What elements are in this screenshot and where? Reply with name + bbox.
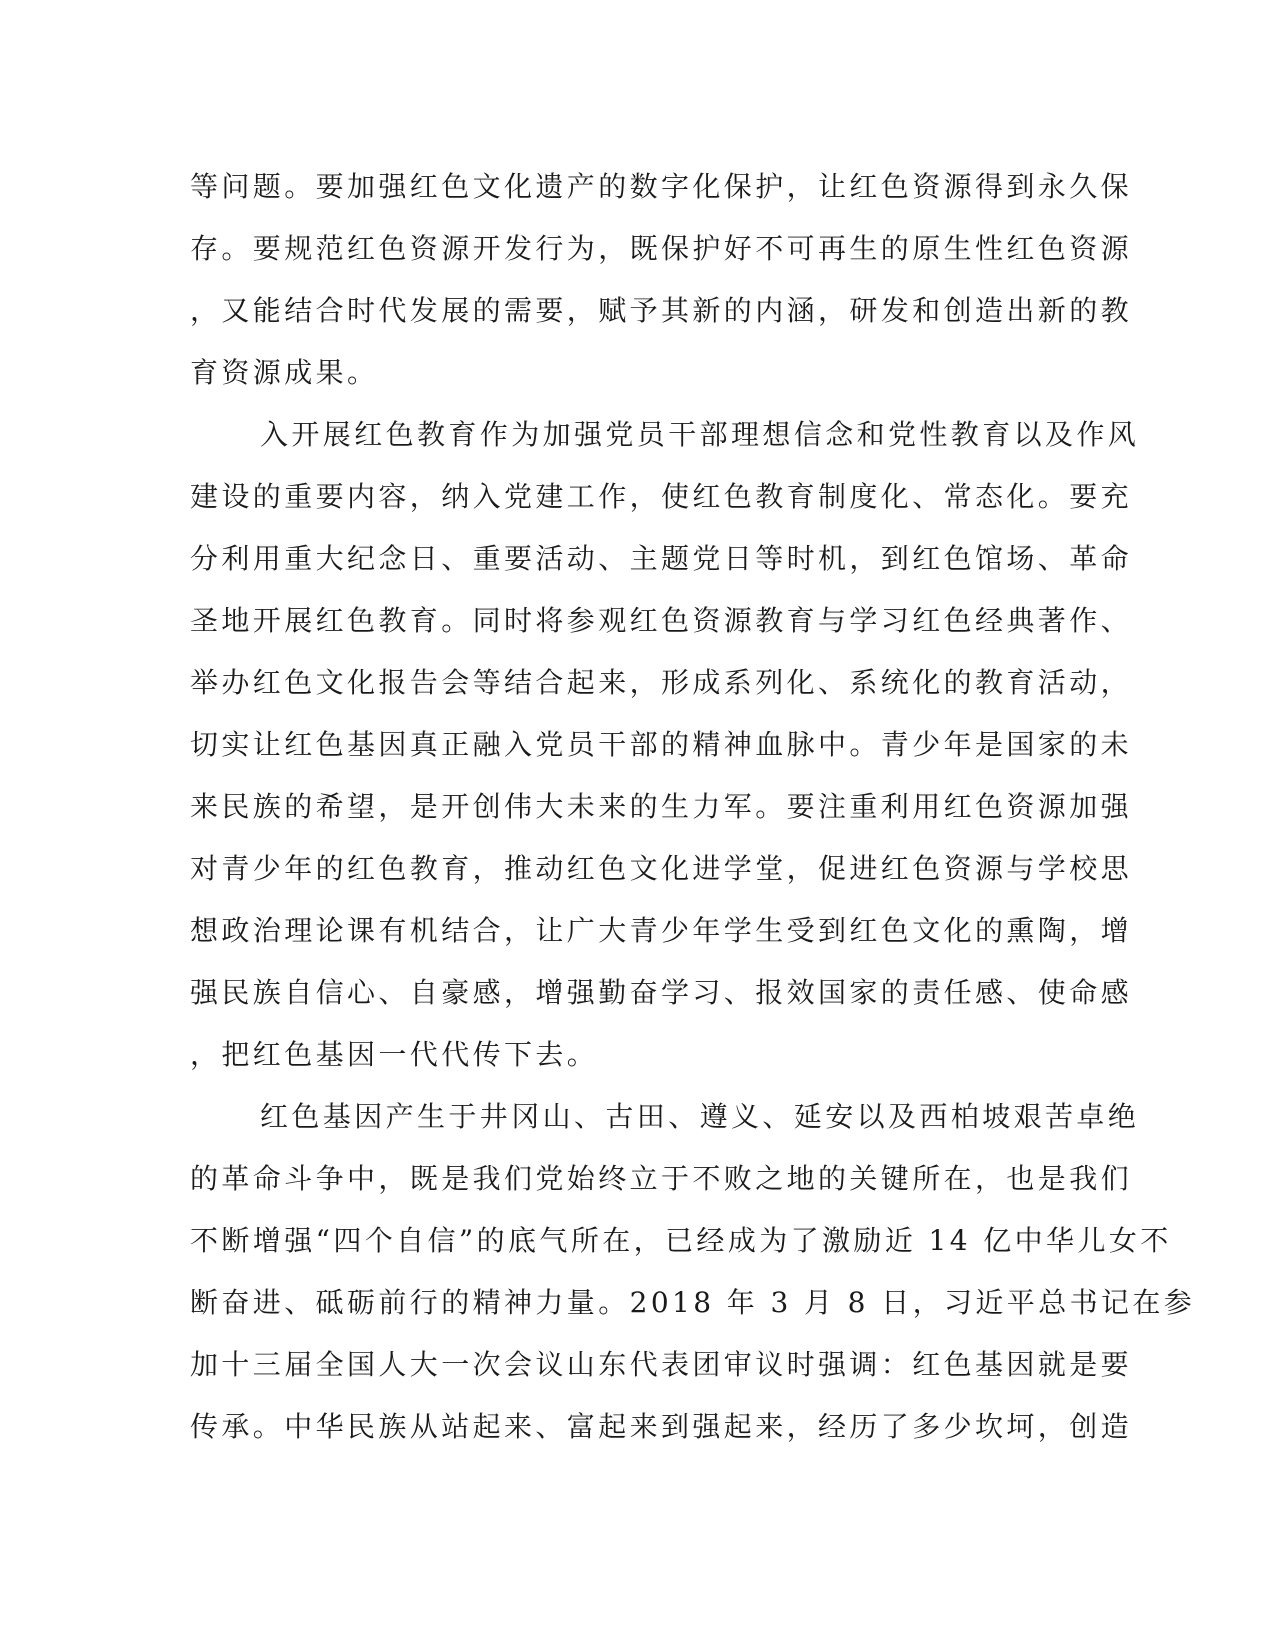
body-text (190, 156, 1196, 1458)
text-line: 切实让红色基因真正融入党员干部的精神血脉中。青少年是国家的未 (190, 728, 1133, 761)
text-line: 传承。中华民族从站起来、富起来到强起来，经历了多少坎坷，创造 (190, 1410, 1133, 1443)
text-line: ，又能结合时代发展的需要，赋予其新的内涵，研发和创造出新的教 (190, 294, 1133, 327)
text-line: 红色基因产生于井冈山、古田、遵义、延安以及西柏坡艰苦卓绝 (260, 1100, 1140, 1133)
text-line: 举办红色文化报告会等结合起来，形成系列化、系统化的教育活动， (190, 666, 1133, 699)
text-line: 存。要规范红色资源开发行为，既保护好不可再生的原生性红色资源 (190, 232, 1133, 265)
paragraph-3 (190, 1086, 1196, 1458)
text-line: 不断增强“四个自信”的底气所在，已经成为了激励近 14 亿中华儿女不 (190, 1224, 1172, 1257)
text-line: 分利用重大纪念日、重要活动、主题党日等时机，到红色馆场、革命 (190, 542, 1133, 575)
text-line: 建设的重要内容，纳入党建工作，使红色教育制度化、常态化。要充 (190, 480, 1133, 513)
text-line: 的革命斗争中，既是我们党始终立于不败之地的关键所在，也是我们 (190, 1162, 1133, 1195)
text-line: 断奋进、砥砺前行的精神力量。2018 年 3 月 8 日，习近平总书记在参 (190, 1286, 1196, 1319)
text-line: 想政治理论课有机结合，让广大青少年学生受到红色文化的熏陶，增 (190, 914, 1133, 947)
text-line: 强民族自信心、自豪感，增强勤奋学习、报效国家的责任感、使命感 (190, 976, 1133, 1009)
text-line: 圣地开展红色教育。同时将参观红色资源教育与学习红色经典著作、 (190, 604, 1133, 637)
paragraph-2 (190, 404, 1140, 1086)
paragraph-1 (190, 156, 1133, 404)
text-line: 入开展红色教育作为加强党员干部理想信念和党性教育以及作风 (260, 418, 1140, 451)
text-line: 等问题。要加强红色文化遗产的数字化保护，让红色资源得到永久保 (190, 170, 1133, 203)
text-line: 育资源成果。 (190, 356, 379, 389)
text-line: 加十三届全国人大一次会议山东代表团审议时强调：红色基因就是要 (190, 1348, 1133, 1381)
text-line: 来民族的希望，是开创伟大未来的生力军。要注重利用红色资源加强 (190, 790, 1133, 823)
text-line: ，把红色基因一代代传下去。 (190, 1038, 599, 1071)
text-line: 对青少年的红色教育，推动红色文化进学堂，促进红色资源与学校思 (190, 852, 1133, 885)
